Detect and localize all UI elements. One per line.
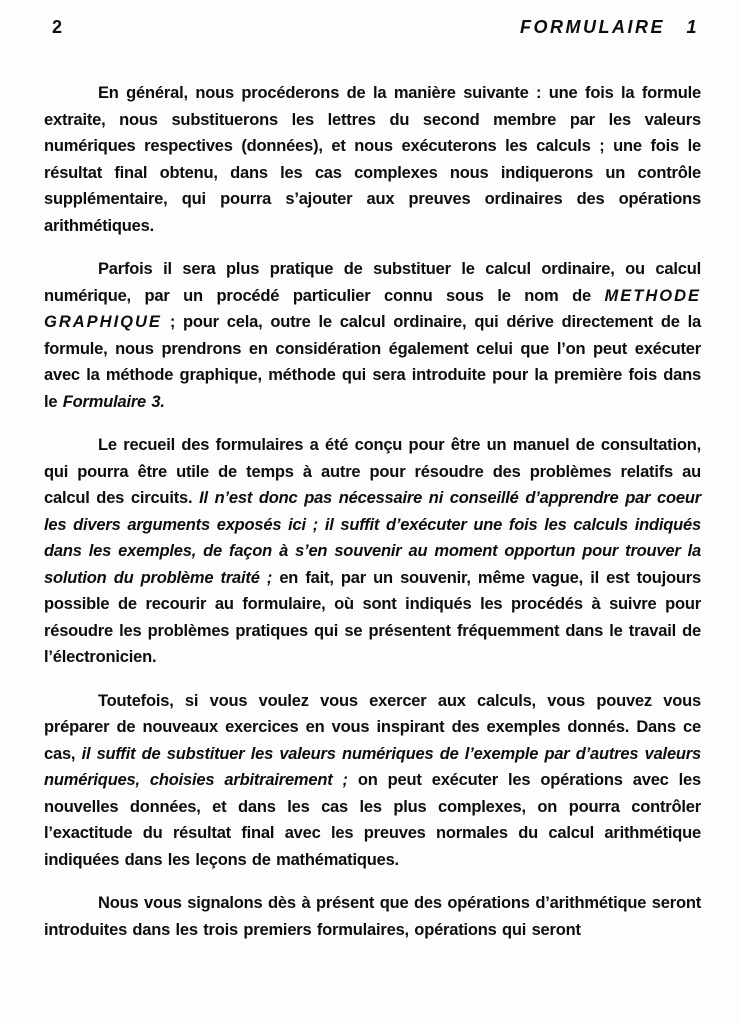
text-segment: en fait, par un souvenir, même vague, il est toujours possible de recourir au formulaire, où sont indiqués les procédés à suivre pour résoudre les problèmes pratiques qui se présentent fréquemment dans le travail de l’électronicien. <box>44 568 701 666</box>
text-segment: ; pour cela, outre le calcul ordinaire, qui dérive directement de la formule, nous prendrons en considération également celui que l’on peut exécuter avec la méthode graphique, méthode qui sera introduite pour la première fois dans le <box>44 313 701 411</box>
text-segment: Le recueil des formulaires a été conçu pour être un manuel de consultation, qui pourra être utile de temps à autre pour résoudre des problèmes relatifs au calcul des circuits. <box>44 436 701 507</box>
text-segment: Toutefois, si vous voulez vous exercer aux calculs, vous pouvez vous préparer de nouveaux exercices en vous inspirant des exemples donnés. Dans ce cas, <box>44 691 701 763</box>
paragraph <box>44 890 701 943</box>
page-header <box>0 0 741 38</box>
text-segment: il suffit de substituer les valeurs numériques de l’exemple par d’autres valeurs numériques, choisies arbitrairement ; <box>44 744 701 789</box>
text-segment: Nous vous signalons dès à présent que des opérations d’arithmétique seront introduites dans les trois premiers formulaires, opérations qui seront <box>44 894 701 939</box>
text-segment: METHODE GRAPHIQUE <box>44 286 701 331</box>
paragraph <box>44 256 701 415</box>
paragraph <box>44 80 701 239</box>
paragraph <box>44 432 701 671</box>
paragraph <box>44 688 701 874</box>
running-title: FORMULAIRE 1 <box>520 17 699 37</box>
page-body <box>0 38 741 943</box>
text-segment: on peut exécuter les opérations avec les nouvelles données, et dans les cas les plus complexes, on pourra contrôler l’exactitude du résultat final avec les preuves normales du calcul arithmétique indiquées dans les leçons de mathématiques. <box>44 771 702 869</box>
text-segment: Formulaire 3. <box>62 392 165 411</box>
text-segment: Il n’est donc pas nécessaire ni conseillé d’apprendre par coeur les divers arguments exposés ici ; il suffit d’exécuter une fois les calculs indiqués dans les exemples, de façon à s’en souvenir au moment opportun pour trouver la solution du problème traité ; <box>44 489 701 587</box>
page-number: 2 <box>52 17 63 37</box>
text-segment: Parfois il sera plus pratique de substituer le calcul ordinaire, ou calcul numérique, par un procédé particulier connu sous le nom de <box>44 260 701 305</box>
text-segment: En général, nous procéderons de la manière suivante : une fois la formule extraite, nous substituerons les lettres du second membre par les valeurs numériques respectives (données), et nous exécuterons les calculs ; une fois le résultat final obtenu, dans les cas complexes nous indiquerons un contrôle supplémentaire, qui pourra s’ajouter aux preuves ordinaires des opérations arithmétiques. <box>44 84 701 235</box>
